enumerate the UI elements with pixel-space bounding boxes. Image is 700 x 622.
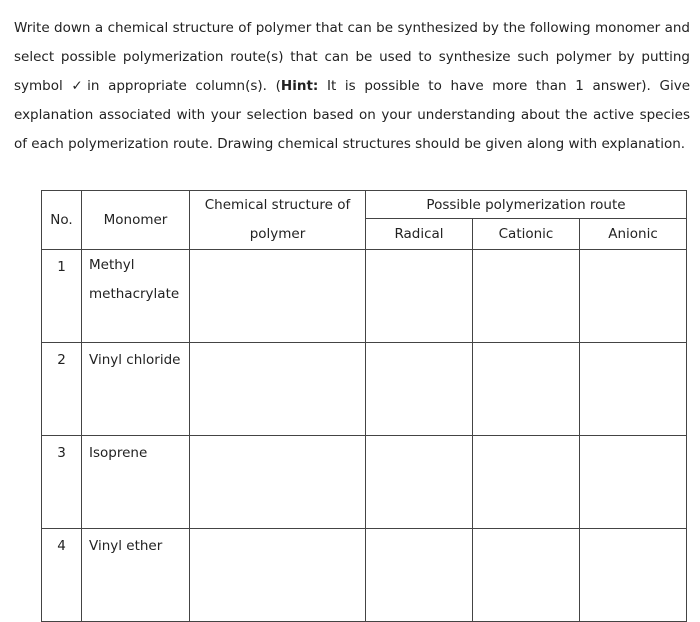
anionic-cell[interactable] xyxy=(580,529,687,622)
table-header-row xyxy=(42,191,687,219)
header-radical: Radical xyxy=(366,219,473,250)
row-number: 4 xyxy=(42,529,82,622)
cationic-cell[interactable] xyxy=(473,343,580,436)
header-chem-structure-line1: Chemical structure of xyxy=(190,191,366,219)
cationic-cell[interactable] xyxy=(473,436,580,529)
header-polymerization-route: Possible polymerization route xyxy=(366,191,687,219)
radical-cell[interactable] xyxy=(366,343,473,436)
cationic-cell[interactable] xyxy=(473,529,580,622)
row-number: 1 xyxy=(42,250,82,343)
checkmark-icon: ✓ xyxy=(71,78,88,94)
radical-cell[interactable] xyxy=(366,529,473,622)
chem-structure-cell[interactable] xyxy=(190,436,366,529)
chem-structure-cell[interactable] xyxy=(190,250,366,343)
hint-label: Hint: xyxy=(280,78,319,94)
anionic-cell[interactable] xyxy=(580,343,687,436)
header-anionic: Anionic xyxy=(580,219,687,250)
question-paragraph xyxy=(14,14,690,159)
chem-structure-cell[interactable] xyxy=(190,343,366,436)
monomer-cell xyxy=(82,250,190,343)
header-no: No. xyxy=(42,191,82,250)
table-row xyxy=(42,343,687,436)
question-after-check: in appropriate column(s). ( xyxy=(87,78,281,94)
row-number: 3 xyxy=(42,436,82,529)
monomer-name-line1: Isoprene xyxy=(89,445,148,461)
monomer-cell xyxy=(82,436,190,529)
table-row xyxy=(42,436,687,529)
anionic-cell[interactable] xyxy=(580,250,687,343)
question-text xyxy=(14,14,690,159)
monomer-cell xyxy=(82,529,190,622)
monomer-name-line1: Vinyl chloride xyxy=(89,352,181,368)
chem-structure-cell[interactable] xyxy=(190,529,366,622)
monomer-name-line2: methacrylate xyxy=(89,286,180,302)
header-chem-structure-line2: polymer xyxy=(190,219,366,250)
header-cationic: Cationic xyxy=(473,219,580,250)
anionic-cell[interactable] xyxy=(580,436,687,529)
radical-cell[interactable] xyxy=(366,250,473,343)
question-intro: Write down a chemical structure of polymer that can be synthesized by the following monomer and select possible polymerization route(s) that can be used to synthesize such polymer by putting symbol xyxy=(14,20,690,94)
monomer-name-line1: Vinyl ether xyxy=(89,538,163,554)
hint-text: It is possible to have more than 1 answer). Give explanation associated with your selection based on your understanding about the active species of each polymerization route. Drawing chemical structures should be given along with explanation. xyxy=(14,78,691,152)
monomer-cell xyxy=(82,343,190,436)
monomer-name-line1: Methyl xyxy=(89,257,135,273)
table-row xyxy=(42,250,687,343)
radical-cell[interactable] xyxy=(366,436,473,529)
row-number: 2 xyxy=(42,343,82,436)
table-row xyxy=(42,529,687,622)
header-monomer: Monomer xyxy=(82,191,190,250)
cationic-cell[interactable] xyxy=(473,250,580,343)
answer-table xyxy=(41,190,687,622)
